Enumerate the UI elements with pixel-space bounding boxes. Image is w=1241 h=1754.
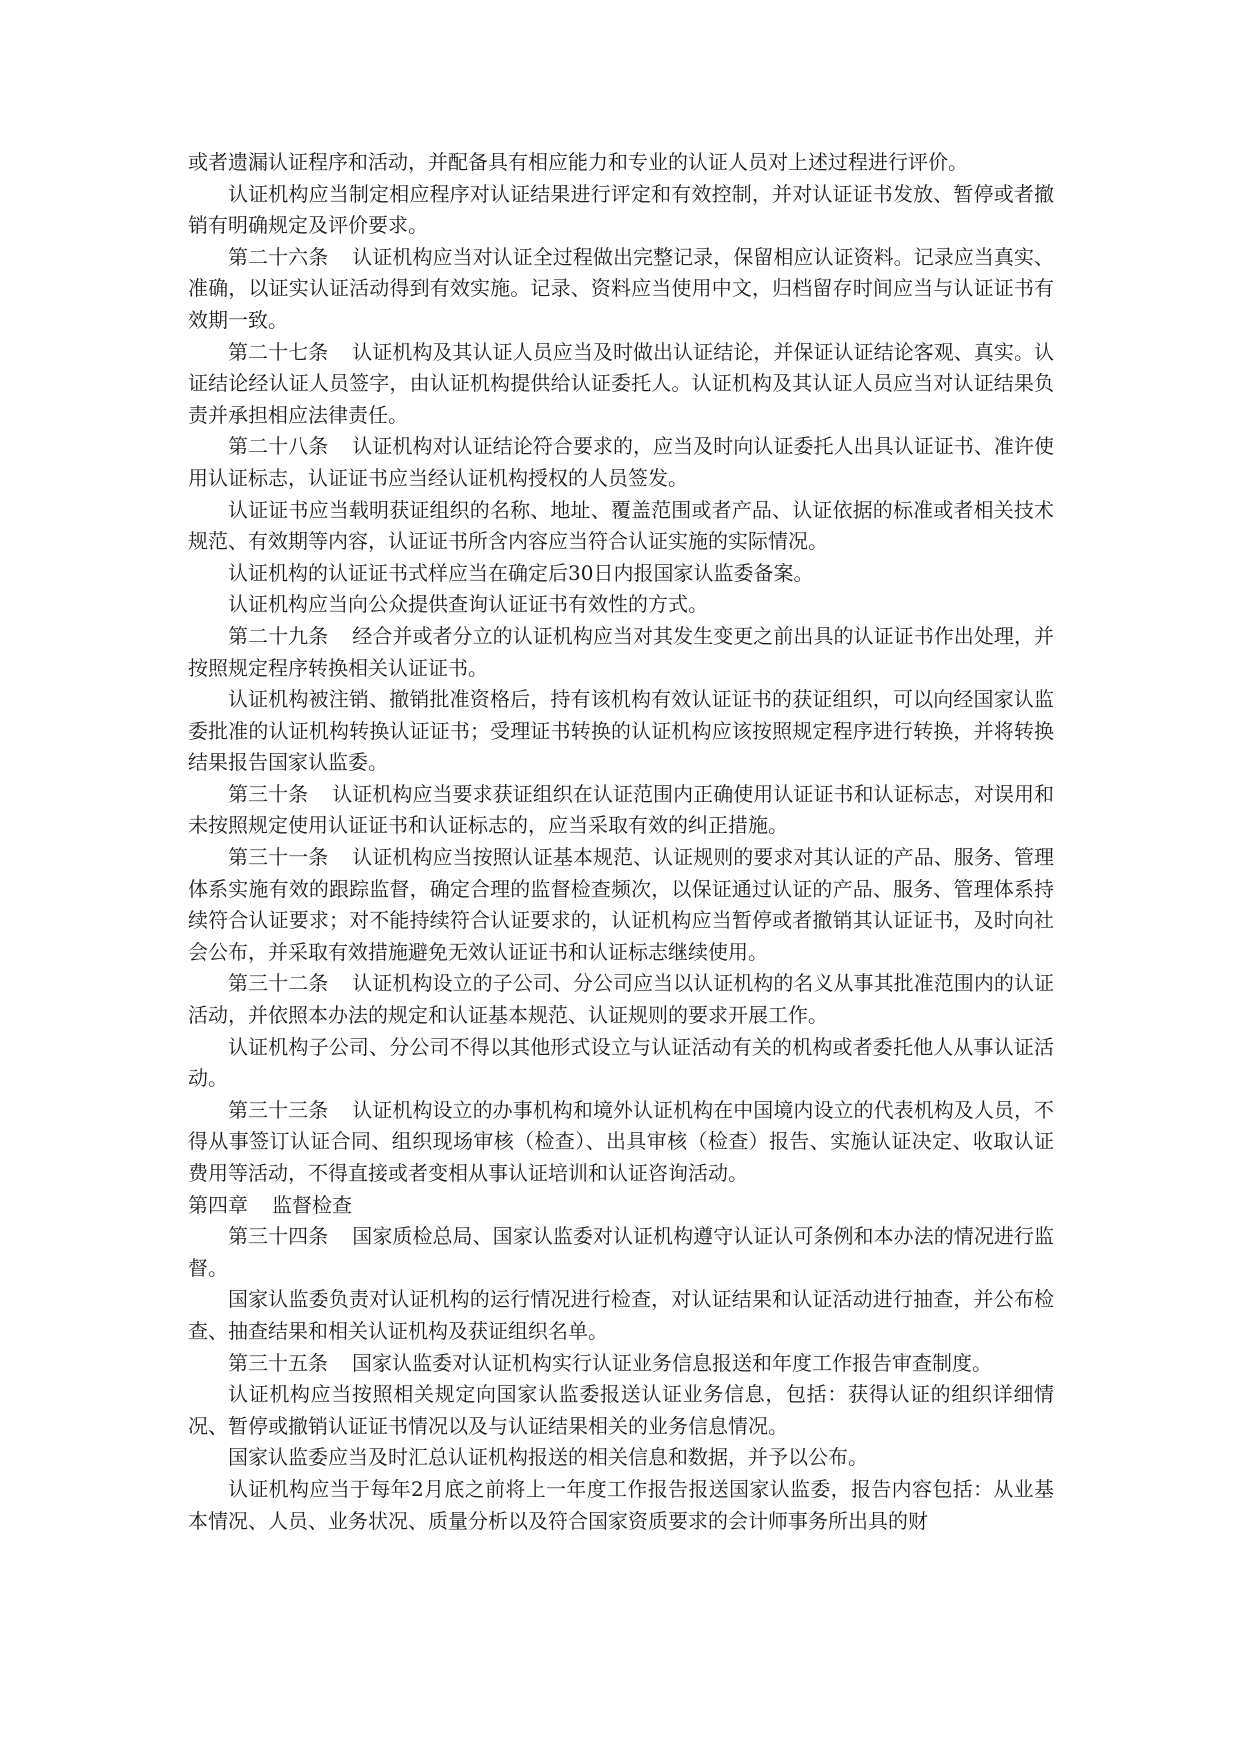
document-body bbox=[188, 147, 1054, 1537]
paragraph-text: 认证机构应当按照认证基本规范、认证规则的要求对其认证的产品、服务、管理体系实施有效的跟踪监督，确定合理的监督检查频次，以保证通过认证的产品、服务、管理体系持续符合认证要求；对不能持续符合认证要求的，认证机构应当暂停或者撤销其认证证书，及时向社会公布，并采取有效措施避免无效认证证书和认证标志继续使用。 bbox=[188, 845, 1054, 964]
article-paragraph bbox=[188, 621, 1054, 684]
article-number: 第二十六条 bbox=[228, 244, 329, 269]
paragraph-text: 认证机构应当制定相应程序对认证结果进行评定和有效控制，并对认证证书发放、暂停或者撤销有明确规定及评价要求。 bbox=[188, 181, 1054, 238]
article-number: 第三十一条 bbox=[228, 845, 329, 870]
paragraph-text: 认证机构设立的子公司、分公司应当以认证机构的名义从事其批准范围内的认证活动，并依照本办法的规定和认证基本规范、认证规则的要求开展工作。 bbox=[188, 971, 1054, 1028]
paragraph-text: 认证机构应当对认证全过程做出完整记录，保留相应认证资料。记录应当真实、准确，以证实认证活动得到有效实施。记录、资料应当使用中文，归档留存时间应当与认证证书有效期一致。 bbox=[188, 244, 1054, 332]
body-paragraph bbox=[188, 1474, 1054, 1537]
article-paragraph bbox=[188, 337, 1054, 432]
article-paragraph bbox=[188, 968, 1054, 1031]
paragraph-text: 经合并或者分立的认证机构应当对其发生变更之前出具的认证证书作出处理，并按照规定程序转换相关认证证书。 bbox=[188, 623, 1054, 680]
article-number: 第三十二条 bbox=[228, 971, 329, 996]
body-paragraph bbox=[188, 179, 1054, 242]
article-number: 第三十四条 bbox=[228, 1224, 329, 1249]
chapter-heading bbox=[188, 1190, 1054, 1222]
paragraph-text: 国家认监委负责对认证机构的运行情况进行检查，对认证结果和认证活动进行抽查，并公布检查、抽查结果和相关认证机构及获证组织名单。 bbox=[188, 1287, 1054, 1343]
paragraph-text: 认证证书应当载明获证组织的名称、地址、覆盖范围或者产品、认证依据的标准或者相关技术规范、有效期等内容，认证证书所含内容应当符合认证实施的实际情况。 bbox=[188, 497, 1054, 554]
article-paragraph bbox=[188, 1095, 1054, 1190]
article-paragraph bbox=[188, 842, 1054, 968]
paragraph-text: 认证机构应当要求获证组织在认证范围内正确使用认证证书和认证标志，对误用和未按照规定使用认证证书和认证标志的，应当采取有效的纠正措施。 bbox=[188, 781, 1055, 838]
article-number: 第二十八条 bbox=[228, 434, 329, 459]
body-paragraph bbox=[188, 558, 1054, 590]
paragraph-text: 国家质检总局、国家认监委对认证机构遵守认证认可条例和本办法的情况进行监督。 bbox=[188, 1224, 1054, 1280]
body-paragraph bbox=[188, 684, 1054, 779]
paragraph-text: 认证机构对认证结论符合要求的，应当及时向认证委托人出具认证证书、准许使用认证标志，认证证书应当经认证机构授权的人员签发。 bbox=[188, 434, 1054, 490]
paragraph-text: 认证机构设立的办事机构和境外认证机构在中国境内设立的代表机构及人员，不得从事签订认证合同、组织现场审核（检查）、出具审核（检查）报告、实施认证决定、收取认证费用等活动，不得直接或者变相从事认证培训和认证咨询活动。 bbox=[188, 1097, 1054, 1185]
chapter-title: 监督检查 bbox=[272, 1192, 352, 1217]
paragraph-text: 认证机构及其认证人员应当及时做出认证结论，并保证认证结论客观、真实。认证结论经认证人员签字，由认证机构提供给认证委托人。认证机构及其认证人员应当对认证结果负责并承担相应法律责任。 bbox=[188, 339, 1054, 427]
paragraph-text: 认证机构的认证证书式样应当在确定后30日内报国家认监委备案。 bbox=[228, 560, 814, 585]
body-paragraph bbox=[188, 147, 1054, 179]
body-paragraph bbox=[188, 589, 1054, 621]
paragraph-text: 国家认监委应当及时汇总认证机构报送的相关信息和数据，并予以公布。 bbox=[228, 1445, 868, 1470]
paragraph-text: 认证机构被注销、撤销批准资格后，持有该机构有效认证证书的获证组织，可以向经国家认监委批准的认证机构转换认证证书；受理证书转换的认证机构应该按照规定程序进行转换，并将转换结果报告国家认监委。 bbox=[188, 687, 1054, 775]
article-paragraph bbox=[188, 1348, 1054, 1380]
paragraph-text: 或者遗漏认证程序和活动，并配备具有相应能力和专业的认证人员对上述过程进行评价。 bbox=[188, 150, 968, 174]
body-paragraph bbox=[188, 1032, 1054, 1095]
article-number: 第三十三条 bbox=[228, 1097, 329, 1122]
article-paragraph bbox=[188, 242, 1054, 337]
paragraph-text: 认证机构应当按照相关规定向国家认监委报送认证业务信息，包括：获得认证的组织详细情况、暂停或撤销认证证书情况以及与认证结果相关的业务信息情况。 bbox=[188, 1382, 1054, 1438]
paragraph-text: 认证机构应当向公众提供查询认证证书有效性的方式。 bbox=[228, 592, 708, 617]
article-number: 第三十条 bbox=[228, 781, 309, 806]
paragraph-text: 认证机构应当于每年2月底之前将上一年度工作报告报送国家认监委，报告内容包括：从业基本情况、人员、业务状况、质量分析以及符合国家资质要求的会计师事务所出具的财 bbox=[188, 1476, 1054, 1533]
body-paragraph bbox=[188, 1442, 1054, 1474]
article-number: 第二十七条 bbox=[228, 339, 329, 364]
body-paragraph bbox=[188, 495, 1054, 558]
chapter-number: 第四章 bbox=[188, 1192, 248, 1217]
paragraph-text: 国家认监委对认证机构实行认证业务信息报送和年度工作报告审查制度。 bbox=[352, 1350, 992, 1375]
article-paragraph bbox=[188, 431, 1054, 494]
article-paragraph bbox=[188, 1221, 1054, 1284]
article-number: 第三十五条 bbox=[228, 1350, 328, 1375]
article-number: 第二十九条 bbox=[228, 623, 329, 648]
article-paragraph bbox=[188, 779, 1054, 842]
paragraph-text: 认证机构子公司、分公司不得以其他形式设立与认证活动有关的机构或者委托他人从事认证活动。 bbox=[188, 1034, 1054, 1091]
body-paragraph bbox=[188, 1379, 1054, 1442]
body-paragraph bbox=[188, 1284, 1054, 1347]
